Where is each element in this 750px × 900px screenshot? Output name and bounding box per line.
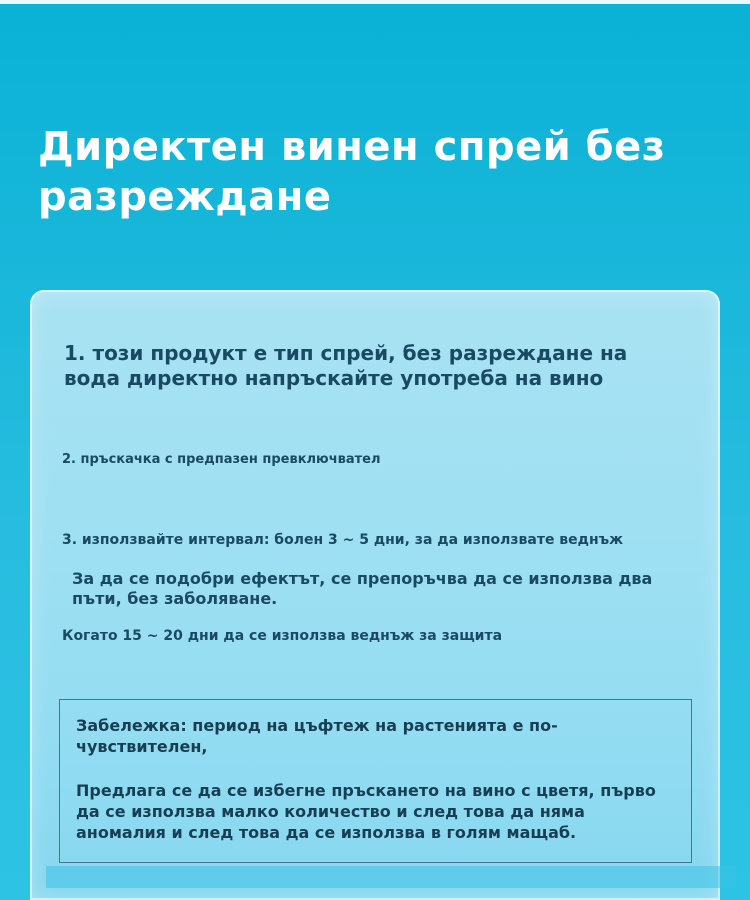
note-box: [59, 699, 692, 863]
note-title: Забележка: период на цъфтеж на растенията е по-чувствителен,: [76, 716, 558, 756]
instruction-2: 2. пръскачка с предпазен превключвател: [62, 452, 381, 467]
panel-bottom-edge: [46, 866, 736, 888]
page-title: Директен винен спрей без разреждане: [38, 124, 666, 220]
instruction-3: 3. използвайте интервал: болен 3 ~ 5 дни, за да използвате веднъж: [62, 532, 624, 548]
instruction-protection: Когато 15 ~ 20 дни да се използва веднъж за защита: [62, 628, 503, 644]
top-highlight-line: [0, 0, 750, 4]
instruction-1: 1. този продукт е тип спрей, без разреждане на вода директно напръскайте употреба на вино: [64, 341, 628, 390]
instruction-recommendation: За да се подобри ефектът, се препоръчва да се използва два пъти, без заболяване.: [72, 569, 653, 608]
note-body: Предлага се да се избегне пръскането на вино с цветя, първо да се използва малко количество и след това да няма аномалия и след това да се използва в голям мащаб.: [76, 781, 656, 842]
